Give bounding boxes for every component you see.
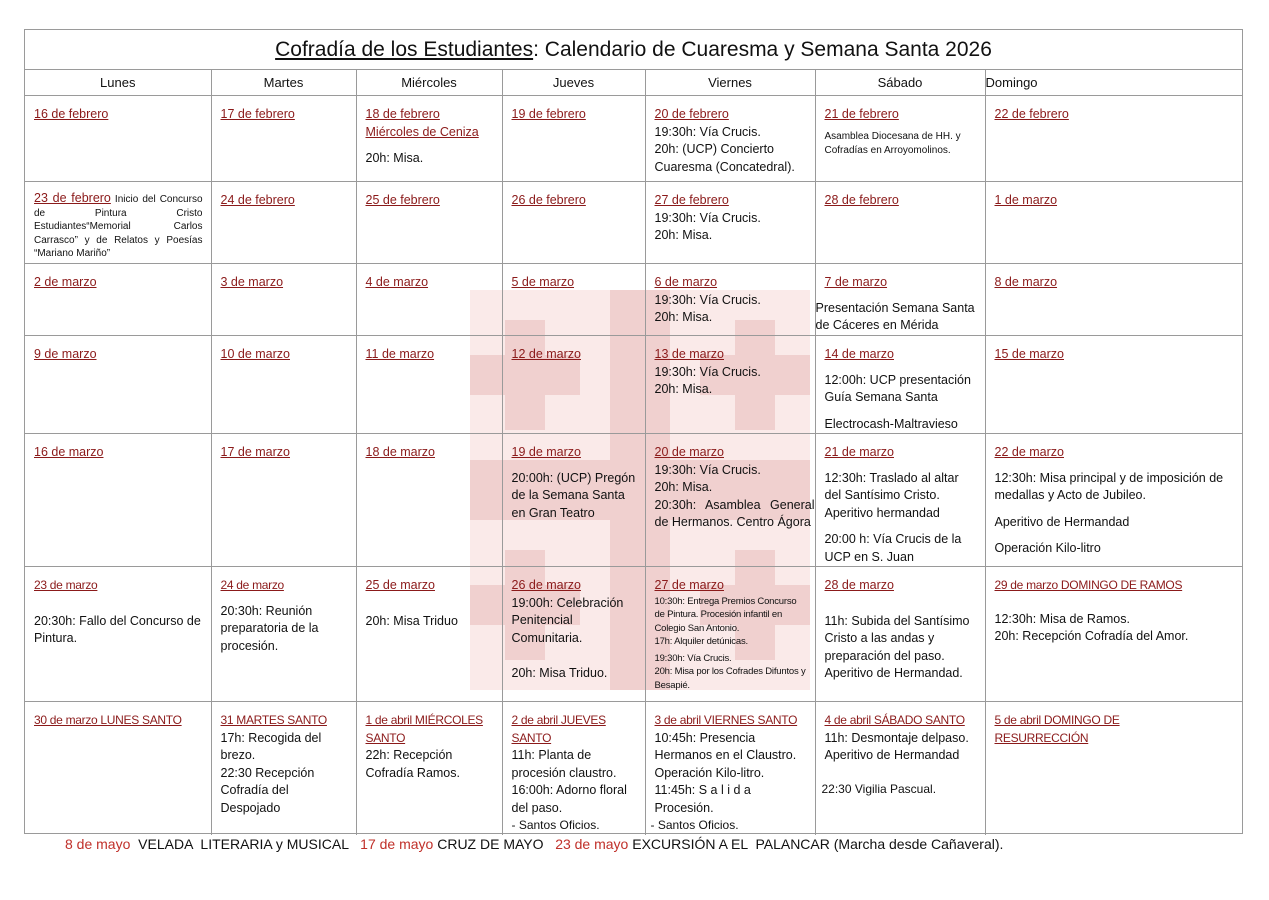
event-line: 19:30h: Vía Crucis. — [654, 462, 761, 477]
day-cell — [25, 182, 211, 264]
event-line: 20:00 h: Vía Crucis de la UCP en S. Juan — [824, 532, 962, 564]
day-cell — [25, 702, 211, 835]
day-date: 2 de marzo — [34, 275, 97, 289]
day-date: 19 de marzo — [511, 445, 581, 459]
calendar-frame — [24, 29, 1243, 834]
day-date: 20 de marzo — [654, 445, 724, 459]
day-cell — [211, 434, 356, 567]
day-date: 5 de marzo — [511, 275, 575, 289]
day-date: 25 de marzo — [365, 578, 435, 592]
week-row — [25, 702, 1242, 835]
event-line: Aperitivo de Hermandad — [824, 748, 960, 762]
day-date: 28 de febrero — [824, 193, 899, 207]
event-line: 20:30h: Asamblea General de Hermanos. Centro Ágora — [654, 497, 815, 529]
event-line: 19:00h: Celebración Penitencial Comunitaria. — [511, 595, 624, 645]
day-cell — [211, 264, 356, 336]
footer-events — [65, 835, 1003, 853]
day-cell — [645, 702, 815, 835]
day-date: 21 de marzo — [824, 445, 894, 459]
event-line: 20h: Misa por los Cofrades Difuntos y Besapié. — [654, 666, 806, 691]
weekday-header: Sábado — [815, 70, 985, 96]
day-date: 12 de marzo — [511, 347, 581, 361]
weekday-header: Martes — [211, 70, 356, 96]
day-date: 22 de febrero — [994, 107, 1069, 121]
day-date: 22 de marzo — [994, 445, 1064, 459]
event-line: 16:00h: Adorno floral del paso. — [511, 783, 627, 815]
event-line: 19:30h: Vía Crucis. — [654, 364, 761, 379]
day-cell — [815, 567, 985, 702]
day-date: 18 de febrero Miércoles de Ceniza — [365, 107, 479, 139]
event-line: - Santos Oficios. — [511, 818, 600, 832]
event-line: 11h: Planta de procesión claustro. — [511, 748, 617, 780]
event-line: 20h: Misa Triduo — [365, 613, 458, 628]
day-cell — [985, 182, 1242, 264]
event-line: 10:30h: Entrega Premios Concurso de Pintura. Procesión infantil en Colegio San Antonio. — [654, 595, 797, 634]
day-cell — [25, 336, 211, 434]
day-cell — [25, 567, 211, 702]
event-line: 19:30h: Vía Crucis. — [654, 124, 761, 139]
day-date: 31 MARTES SANTO — [220, 713, 327, 727]
weekday-header: Lunes — [25, 70, 211, 96]
day-cell — [502, 336, 645, 434]
day-date: 3 de marzo — [220, 275, 284, 289]
day-date: 21 de febrero — [824, 107, 899, 121]
event-line: Electrocash-Maltravieso — [824, 416, 958, 431]
week-row — [25, 182, 1242, 264]
day-cell — [985, 264, 1242, 336]
day-cell — [985, 336, 1242, 434]
day-date: 29 de marzo DOMINGO DE RAMOS — [994, 578, 1183, 592]
day-cell — [502, 567, 645, 702]
day-date: 24 de marzo — [220, 578, 284, 592]
day-cell — [815, 434, 985, 567]
day-date: 26 de febrero — [511, 193, 586, 207]
day-date: 25 de febrero — [365, 193, 440, 207]
day-date: 14 de marzo — [824, 347, 894, 361]
day-date: 4 de marzo — [365, 275, 429, 289]
day-date: 13 de marzo — [654, 347, 724, 361]
day-cell — [985, 434, 1242, 567]
day-date: 28 de marzo — [824, 578, 894, 592]
event-line: 12:30h: Misa de Ramos. — [994, 611, 1130, 626]
event-line: 20h: Misa. — [654, 228, 713, 242]
day-cell — [25, 264, 211, 336]
day-cell — [211, 182, 356, 264]
event-line: Inicio del Concurso de Pintura Cristo Estudiantes“Memorial Carlos Carrasco” y de Relatos y Poesías “Mariano Mariño” — [34, 194, 203, 259]
day-cell — [356, 96, 502, 182]
event-line: 10:45h: Presencia Hermanos en el Claustro. Operación Kilo-litro. — [654, 730, 797, 780]
day-cell — [645, 182, 815, 264]
day-cell — [502, 182, 645, 264]
footer-date: 8 de mayo — [65, 836, 131, 852]
footer-text: EXCURSIÓN A EL PALANCAR (Marcha desde Cañaveral). — [628, 836, 1004, 852]
event-line: 20h: Misa. — [654, 382, 713, 396]
event-line: 20h: Misa. — [654, 310, 713, 324]
event-line: Asamblea Diocesana de HH. y Cofradías en Arroyomolinos. — [824, 130, 961, 156]
day-date: 20 de febrero — [654, 107, 729, 121]
day-cell — [815, 96, 985, 182]
event-line: 11h: Subida del Santísimo Cristo a las andas y preparación del paso. Aperitivo de Hermandad. — [824, 613, 970, 680]
day-cell — [815, 264, 985, 336]
event-line: Presentación Semana Santa de Cáceres en Mérida — [815, 300, 975, 332]
day-cell — [645, 96, 815, 182]
week-row — [25, 96, 1242, 182]
day-cell — [502, 702, 645, 835]
title-brotherhood: Cofradía de los Estudiantes — [275, 38, 534, 61]
footer-date: 23 de mayo — [555, 836, 629, 852]
day-date: 9 de marzo — [34, 347, 97, 361]
day-date: 23 de febrero — [34, 191, 111, 205]
event-line: Operación Kilo-litro — [994, 541, 1101, 555]
day-date: 16 de febrero — [34, 107, 109, 121]
event-line: 11:45h: S a l i d a Procesión. — [654, 783, 751, 815]
day-cell — [356, 182, 502, 264]
week-row — [25, 264, 1242, 336]
event-line: 20h: Misa. — [365, 151, 424, 165]
day-date: 23 de marzo — [34, 578, 98, 592]
day-cell — [211, 567, 356, 702]
event-line: 22h: Recepción Cofradía Ramos. — [365, 748, 460, 780]
footer-date: 17 de mayo — [360, 836, 434, 852]
day-cell — [645, 264, 815, 336]
day-date: 19 de febrero — [511, 107, 586, 121]
footer-text: VELADA LITERARIA y MUSICAL — [130, 836, 357, 852]
day-cell — [645, 336, 815, 434]
day-date: 30 de marzo LUNES SANTO — [34, 713, 182, 727]
event-line: 20:30h: Fallo del Concurso de Pintura. — [34, 613, 201, 645]
week-row — [25, 567, 1242, 702]
event-line: 19:30h: Vía Crucis. — [654, 292, 761, 307]
day-date: 1 de abril MIÉRCOLES SANTO — [365, 713, 483, 745]
page-title — [25, 30, 1242, 70]
day-date: 5 de abril DOMINGO DE RESURRECCIÓN — [994, 713, 1120, 745]
weekday-header: Jueves — [502, 70, 645, 96]
day-date: 3 de abril VIERNES SANTO — [654, 713, 798, 727]
day-date: 16 de marzo — [34, 445, 104, 459]
day-date: 27 de febrero — [654, 193, 729, 207]
day-cell — [502, 96, 645, 182]
day-date: 7 de marzo — [824, 275, 888, 289]
event-line: 19:30h: Vía Crucis. — [654, 210, 761, 225]
event-line: 22:30 Vigilia Pascual. — [821, 781, 937, 796]
day-cell — [985, 702, 1242, 835]
week-row — [25, 336, 1242, 434]
title-rest: : Calendario de Cuaresma y Semana Santa 2026 — [533, 38, 992, 61]
weekday-header: Miércoles — [356, 70, 502, 96]
day-cell — [211, 336, 356, 434]
event-line: - Santos Oficios. — [650, 818, 739, 832]
event-line: Aperitivo de Hermandad — [994, 514, 1130, 529]
day-date: 27 de marzo — [654, 578, 724, 592]
event-line: 20h: (UCP) Concierto Cuaresma (Concatedral). — [654, 142, 795, 174]
event-line: 17h: Recogida del brezo. — [220, 730, 322, 762]
day-date: 17 de marzo — [220, 445, 290, 459]
day-cell — [645, 434, 815, 567]
weekday-header: Viernes — [645, 70, 815, 96]
weekday-header-row — [25, 70, 1242, 96]
day-cell — [502, 434, 645, 567]
day-date: 17 de febrero — [220, 107, 295, 121]
day-cell — [356, 336, 502, 434]
day-cell — [815, 336, 985, 434]
day-cell — [356, 434, 502, 567]
event-line: 12:30h: Misa principal y de imposición de medallas y Acto de Jubileo. — [994, 470, 1224, 502]
event-line: 11h: Desmontaje delpaso. — [824, 730, 969, 745]
day-cell — [356, 264, 502, 336]
day-date: 6 de marzo — [654, 275, 718, 289]
day-date: 11 de marzo — [365, 347, 435, 361]
day-date: 15 de marzo — [994, 347, 1064, 361]
weekday-header: Domingo — [985, 70, 1242, 96]
day-date: 18 de marzo — [365, 445, 435, 459]
event-line: 12:00h: UCP presentación Guía Semana Santa — [824, 372, 971, 404]
day-cell — [502, 264, 645, 336]
footer-text: CRUZ DE MAYO — [433, 836, 552, 852]
day-date: 10 de marzo — [220, 347, 290, 361]
day-cell — [356, 702, 502, 835]
day-cell — [815, 182, 985, 264]
day-cell — [25, 434, 211, 567]
day-cell — [211, 96, 356, 182]
event-line: 20h: Misa. — [654, 480, 713, 494]
day-cell — [25, 96, 211, 182]
event-line: 20h: Recepción Cofradía del Amor. — [994, 629, 1189, 643]
day-date: 2 de abril JUEVES SANTO — [511, 713, 606, 745]
week-row — [25, 434, 1242, 567]
day-cell — [211, 702, 356, 835]
day-cell — [985, 96, 1242, 182]
day-date: 24 de febrero — [220, 193, 295, 207]
day-cell — [985, 567, 1242, 702]
day-cell — [645, 567, 815, 702]
day-date: 26 de marzo — [511, 578, 581, 592]
event-line: 20h: Misa Triduo. — [511, 666, 608, 680]
event-line: 12:30h: Traslado al altar del Santísimo Cristo. Aperitivo hermandad — [824, 470, 959, 520]
event-line: 20:30h: Reunión preparatoria de la procesión. — [220, 603, 319, 653]
event-line: 20:00h: (UCP) Pregón de la Semana Santa en Gran Teatro — [511, 470, 636, 520]
day-cell — [356, 567, 502, 702]
event-line: 22:30 Recepción Cofradía del Despojado — [220, 765, 315, 815]
day-cell — [815, 702, 985, 835]
event-line: 17h: Alquiler detúnicas. — [654, 636, 748, 647]
day-date: 8 de marzo — [994, 275, 1058, 289]
day-date: 1 de marzo — [994, 193, 1058, 207]
calendar-table — [25, 70, 1242, 835]
event-line: 19:30h: Vía Crucis. — [654, 652, 732, 664]
day-date: 4 de abril SÁBADO SANTO — [824, 713, 965, 727]
